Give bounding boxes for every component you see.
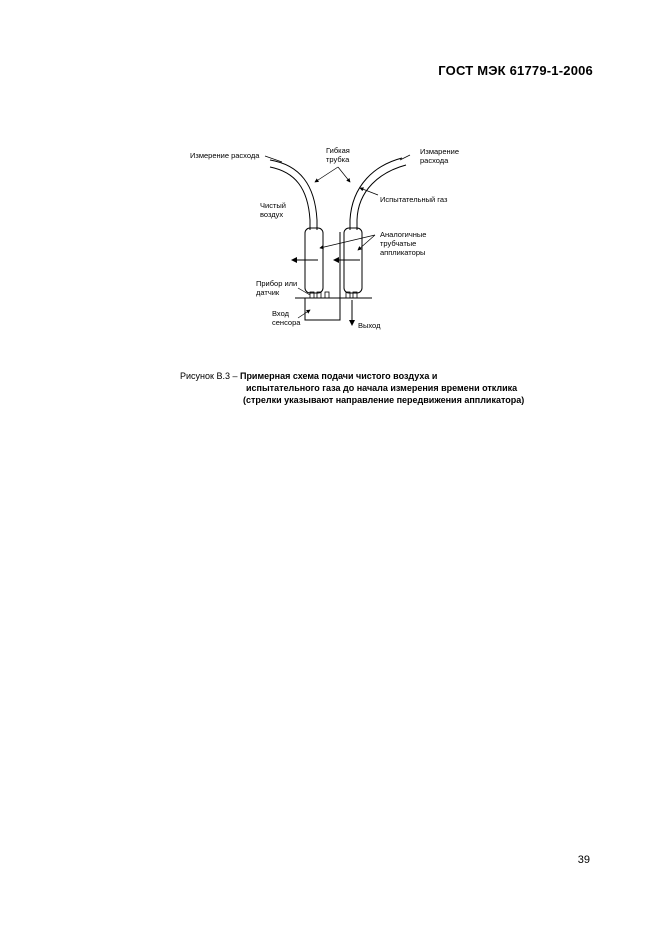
label-clean-air-2: воздух: [260, 210, 284, 219]
label-applicators-2: трубчатые: [380, 239, 417, 248]
caption-line-1: Примерная схема подачи чистого воздуха и: [237, 371, 438, 381]
label-clean-air-1: Чистый: [260, 201, 286, 210]
left-tube: [270, 160, 317, 230]
label-flow-measurement-right-2: расхода: [420, 156, 449, 165]
figure-caption: [180, 370, 600, 406]
label-sensor-inlet-2: сенсора: [272, 318, 301, 327]
label-outlet: Выход: [358, 321, 381, 330]
label-sensor-inlet-1: Вход: [272, 309, 289, 318]
caption-line-2: испытательного газа до начала измерения времени отклика: [246, 383, 518, 393]
caption-line-3: (стрелки указывают направление передвижения аппликатора): [243, 395, 525, 405]
applicator-schematic: [180, 140, 480, 340]
label-flexible-tube-2: трубка: [326, 155, 350, 164]
label-test-gas: Испытательный газ: [380, 195, 448, 204]
figure-diagram: [180, 140, 480, 340]
label-device-1: Прибор или: [256, 279, 298, 288]
standard-code: ГОСТ МЭК 61779-1-2006: [438, 63, 593, 78]
caption-prefix: Рисунок В.3 –: [180, 371, 238, 381]
label-flow-measurement-left: Измерение расхода: [190, 151, 260, 160]
page-number: 39: [577, 854, 590, 866]
label-flexible-tube-1: Гибкая: [326, 146, 350, 155]
right-tube: [350, 158, 406, 230]
label-applicators-1: Аналогичные: [380, 230, 427, 239]
sensor-chamber: [305, 298, 340, 320]
label-device-2: датчик: [256, 288, 280, 297]
label-flow-measurement-right-1: Измарение: [420, 147, 460, 156]
label-applicators-3: аппликаторы: [380, 248, 426, 257]
